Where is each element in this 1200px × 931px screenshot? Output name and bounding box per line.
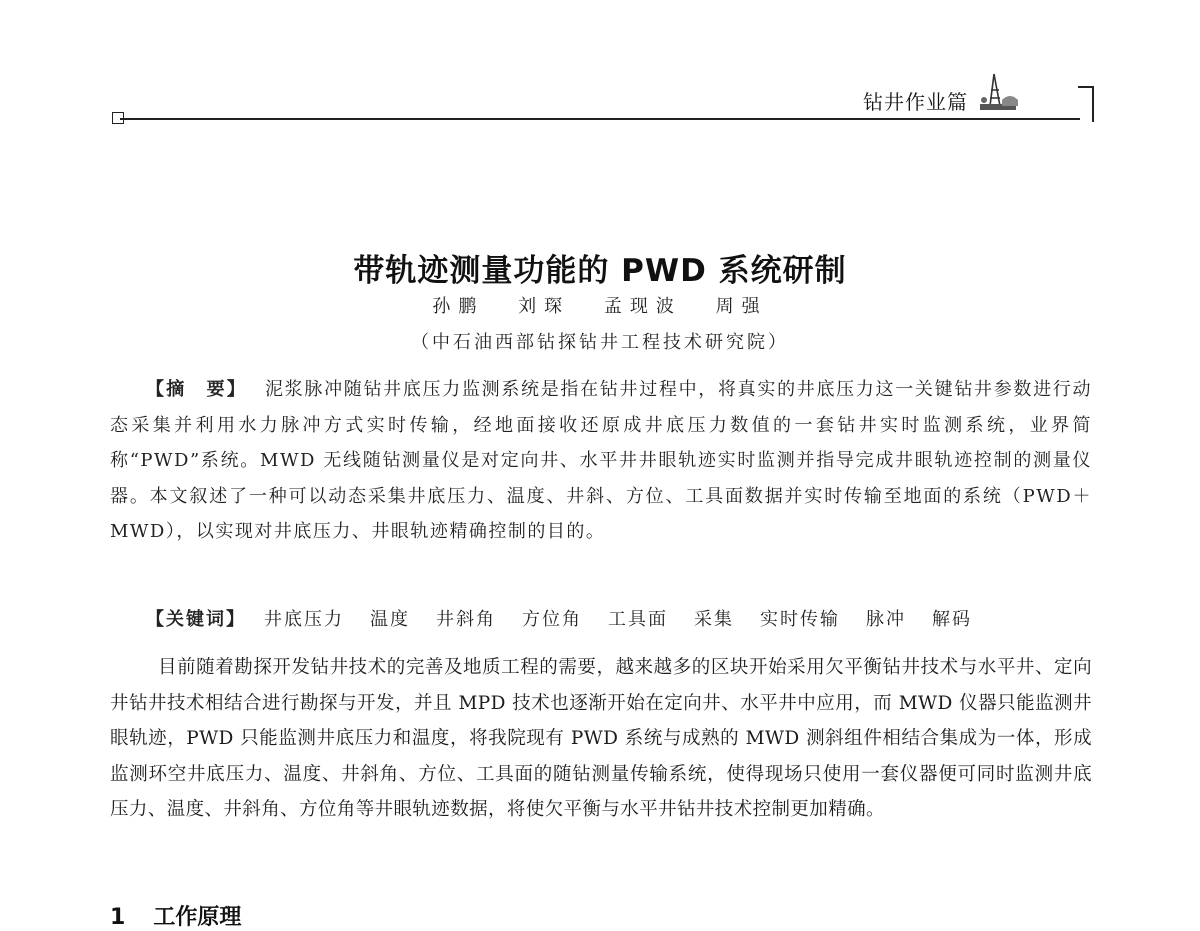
- body-paragraph: 目前随着勘探开发钻井技术的完善及地质工程的需要，越来越多的区块开始采用欠平衡钻井技术与水平井、定向井钻井技术相结合进行勘探与开发，并且 MPD 技术也逐渐开始在定向井、水平井中应用，而 MWD 仪器只能监测井眼轨迹，PWD 只能监测井底压力和温度，将我院现有 PWD 系统与成熟的 MWD 测斜组件相结合集成为一体，形成监测环空井底压力、温度、井斜角、方位、工具面的随钻测量传输系统，使得现场只使用一套仪器便可同时监测井底压力、温度、井斜角、方位角等井眼轨迹数据，将使欠平衡与水平井钻井技术控制更加精确。: [110, 657, 1092, 820]
- abstract: [110, 372, 1092, 550]
- author-list: [0, 292, 1200, 318]
- keyword: 方位角: [522, 609, 582, 630]
- keyword: 井底压力: [264, 609, 344, 630]
- header-bracket: [1078, 86, 1094, 122]
- paper-title: 带轨迹测量功能的 PWD 系统研制: [353, 252, 847, 289]
- affiliation: （中石油西部钻探钻井工程技术研究院）: [411, 332, 789, 353]
- keyword: 解码: [932, 609, 972, 630]
- section-number: 1: [110, 905, 126, 930]
- keywords: [110, 604, 1092, 636]
- drilling-rig-icon: [972, 70, 1024, 114]
- author: 孟现波: [603, 296, 682, 317]
- keyword: 工具面: [608, 609, 668, 630]
- header-rule: [120, 118, 1080, 120]
- keyword: 井斜角: [436, 609, 496, 630]
- keywords-label: 【关键词】: [146, 609, 246, 630]
- author: 周强: [715, 296, 768, 317]
- keyword: 实时传输: [760, 609, 840, 630]
- keyword: 温度: [370, 609, 410, 630]
- running-header: [112, 66, 1094, 126]
- header-section-title: 钻井作业篇: [863, 90, 968, 114]
- author: 刘琛: [518, 296, 571, 317]
- abstract-label: 【摘 要】: [146, 379, 247, 400]
- author: 孙鹏: [432, 296, 485, 317]
- abstract-text: 泥浆脉冲随钻井底压力监测系统是指在钻井过程中，将真实的井底压力这一关键钻井参数进行动态采集并利用水力脉冲方式实时传输，经地面接收还原成井底压力数值的一套钻井实时监测系统，业界简称“PWD”系统。MWD 无线随钻测量仪是对定向井、水平井井眼轨迹实时监测并指导完成井眼轨迹控制的测量仪器。本文叙述了一种可以动态采集井底压力、温度、井斜、方位、工具面数据并实时传输至地面的系统（PWD＋MWD），以实现对井底压力、井眼轨迹精确控制的目的。: [110, 379, 1093, 542]
- keyword: 脉冲: [866, 609, 906, 630]
- keyword: 采集: [694, 609, 734, 630]
- section-heading: [110, 900, 710, 931]
- section-title: 工作原理: [153, 905, 242, 930]
